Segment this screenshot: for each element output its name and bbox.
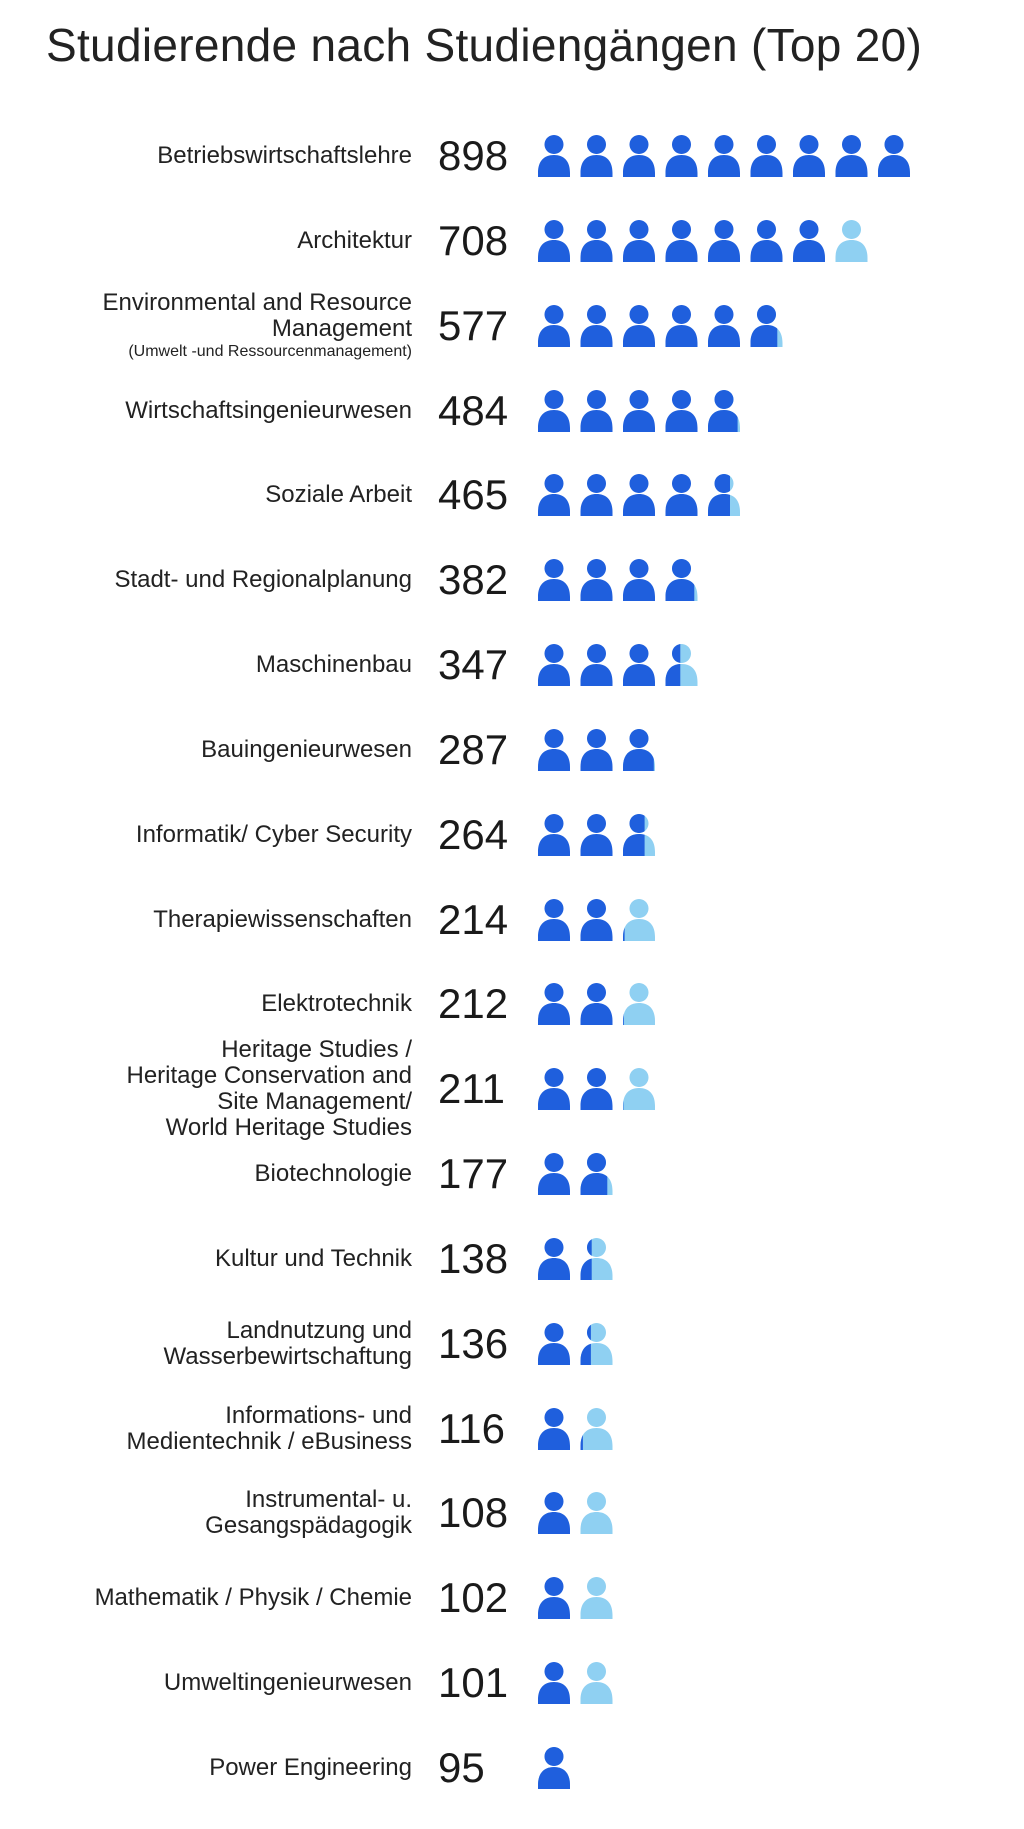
person-icon-partial <box>581 1153 613 1195</box>
person-icon-full <box>751 135 783 177</box>
person-icon-full <box>708 305 740 347</box>
person-icon-partial <box>623 983 655 1025</box>
person-icon-strip <box>534 1234 974 1284</box>
person-icon-remainder <box>581 1577 613 1619</box>
category-row <box>0 880 1024 960</box>
person-icon-full <box>538 559 570 601</box>
category-label <box>12 1585 412 1611</box>
person-icon-strip <box>534 1064 974 1114</box>
person-icon-full <box>538 1408 570 1450</box>
person-icons <box>534 555 974 605</box>
category-value: 214 <box>438 895 509 943</box>
category-label <box>12 737 412 763</box>
person-icon-full <box>538 474 570 516</box>
person-icon-full <box>581 644 613 686</box>
person-icon-full <box>538 1492 570 1534</box>
person-icon-full <box>538 135 570 177</box>
person-icon-full <box>708 220 740 262</box>
person-icon <box>581 983 613 1025</box>
person-icons <box>534 640 974 690</box>
person-icon-full <box>623 135 655 177</box>
category-label <box>12 1403 412 1455</box>
person-icon-strip <box>534 1319 974 1369</box>
person-icon-partial <box>623 1068 655 1110</box>
category-row <box>0 116 1024 196</box>
person-icon-strip <box>534 1658 974 1708</box>
person-icon-remainder <box>836 220 868 262</box>
person-icons <box>534 216 974 266</box>
person-icon-fraction <box>538 1747 570 1789</box>
person-icon <box>708 220 740 262</box>
person-icon-partial <box>538 1747 570 1789</box>
person-icon-remainder <box>581 1408 613 1450</box>
person-icon <box>538 1577 570 1619</box>
category-value: 484 <box>438 386 509 434</box>
person-icons <box>534 386 974 436</box>
category-label <box>12 1487 412 1539</box>
person-icon <box>538 1068 570 1110</box>
category-label-line: Soziale Arbeit <box>265 481 412 509</box>
person-icon <box>538 644 570 686</box>
person-icon <box>581 135 613 177</box>
person-icon <box>666 305 698 347</box>
category-label <box>12 652 412 678</box>
category-label <box>12 822 412 848</box>
category-value: 177 <box>438 1150 509 1198</box>
category-value: 102 <box>438 1574 509 1622</box>
person-icon-partial <box>581 1323 613 1365</box>
person-icon <box>538 474 570 516</box>
category-value: 264 <box>438 810 509 858</box>
person-icon-full <box>581 135 613 177</box>
category-label-line: Instrumental- u. <box>245 1486 412 1514</box>
person-icon-strip <box>534 1149 974 1199</box>
category-label-line: Landnutzung und <box>226 1316 412 1344</box>
person-icon <box>538 390 570 432</box>
person-icon-partial <box>751 305 783 347</box>
person-icon <box>581 220 613 262</box>
person-icon-full <box>538 220 570 262</box>
person-icons <box>534 1573 974 1623</box>
person-icons <box>534 1743 974 1793</box>
person-icon <box>623 305 655 347</box>
category-label <box>12 228 412 254</box>
person-icon <box>623 390 655 432</box>
category-label-line: Wirtschaftsingenieurwesen <box>125 396 412 424</box>
person-icon-full <box>623 305 655 347</box>
person-icon-full <box>538 814 570 856</box>
category-label-line: Stadt- und Regionalplanung <box>114 566 412 594</box>
category-row <box>0 1643 1024 1723</box>
person-icons <box>534 1658 974 1708</box>
person-icon <box>538 729 570 771</box>
person-icon <box>538 559 570 601</box>
category-row <box>0 1389 1024 1469</box>
person-icon-remainder <box>581 1662 613 1704</box>
category-value: 708 <box>438 216 509 264</box>
person-icon <box>538 814 570 856</box>
person-icon-full <box>538 1238 570 1280</box>
category-value: 577 <box>438 301 509 349</box>
person-icon-strip <box>534 131 974 181</box>
person-icon-full <box>581 983 613 1025</box>
category-row <box>0 710 1024 790</box>
category-label <box>12 143 412 169</box>
person-icon-full <box>538 1153 570 1195</box>
category-row <box>0 201 1024 281</box>
person-icon-full <box>538 644 570 686</box>
person-icon-full <box>538 983 570 1025</box>
category-label-line: Therapiewissenschaften <box>153 905 412 933</box>
person-icons <box>534 979 974 1029</box>
person-icon-full <box>666 135 698 177</box>
person-icon-full <box>538 899 570 941</box>
person-icon-full <box>666 220 698 262</box>
person-icon <box>666 220 698 262</box>
person-icon-full <box>538 305 570 347</box>
category-value: 212 <box>438 980 509 1028</box>
category-value: 347 <box>438 641 509 689</box>
person-icon <box>623 644 655 686</box>
person-icon <box>623 474 655 516</box>
person-icon-full <box>581 305 613 347</box>
category-value: 138 <box>438 1234 509 1282</box>
category-label-line: World Heritage Studies <box>165 1114 412 1142</box>
person-icon <box>581 644 613 686</box>
category-row <box>0 1728 1024 1808</box>
category-label-line: Architektur <box>297 226 412 254</box>
category-label-line: Maschinenbau <box>255 651 412 679</box>
person-icon <box>538 1238 570 1280</box>
person-icon-remainder <box>623 899 655 941</box>
person-icon-strip <box>534 1743 974 1793</box>
person-icon-full <box>793 135 825 177</box>
category-label-line: Wasserbewirtschaftung <box>163 1342 412 1370</box>
person-icon-fraction <box>666 559 698 601</box>
person-icons <box>534 1234 974 1284</box>
person-icon-strip <box>534 386 974 436</box>
person-icon <box>666 390 698 432</box>
category-value: 898 <box>438 132 509 179</box>
person-icon-partial <box>623 899 655 941</box>
person-icon <box>538 899 570 941</box>
person-icon-strip <box>534 555 974 605</box>
person-icon <box>581 899 613 941</box>
person-icon-partial <box>878 135 910 177</box>
person-icon-full <box>623 644 655 686</box>
person-icons <box>534 895 974 945</box>
category-value: 101 <box>438 1659 509 1707</box>
person-icon-remainder <box>623 1068 655 1110</box>
category-row <box>0 795 1024 875</box>
category-row <box>0 1036 1024 1142</box>
category-label-line: Kultur und Technik <box>214 1244 412 1272</box>
person-icon <box>793 220 825 262</box>
category-row <box>0 371 1024 451</box>
person-icon-full <box>538 1068 570 1110</box>
category-row <box>0 540 1024 620</box>
category-row <box>0 1473 1024 1553</box>
category-label-line: Bauingenieurwesen <box>201 735 412 763</box>
category-row <box>0 1219 1024 1299</box>
category-label-line: Informatik/ Cyber Security <box>135 820 412 848</box>
category-value: 136 <box>438 1319 509 1367</box>
person-icon-partial <box>666 559 698 601</box>
category-row <box>0 964 1024 1044</box>
category-label-line: Heritage Studies / <box>221 1036 412 1064</box>
person-icon-fraction <box>878 135 910 177</box>
category-label-line: Umweltingenieurwesen <box>163 1669 412 1697</box>
person-icon-full <box>538 1662 570 1704</box>
person-icon-full <box>836 135 868 177</box>
person-icons <box>534 1319 974 1369</box>
person-icon <box>538 983 570 1025</box>
person-icon-partial <box>666 644 698 686</box>
person-icon-full <box>751 220 783 262</box>
person-icon <box>708 135 740 177</box>
category-label-line: Management <box>271 314 412 342</box>
person-icon-full <box>623 390 655 432</box>
person-icon <box>538 1323 570 1365</box>
person-icon-full <box>793 220 825 262</box>
person-icon <box>538 1492 570 1534</box>
person-icon-strip <box>534 1488 974 1538</box>
category-label <box>12 1161 412 1187</box>
category-label-line: Gesangspädagogik <box>205 1512 412 1540</box>
person-icon-remainder <box>623 983 655 1025</box>
person-icons <box>534 301 974 351</box>
category-row <box>0 455 1024 535</box>
category-value: 287 <box>438 725 509 773</box>
person-icons <box>534 810 974 860</box>
category-value: 95 <box>438 1744 485 1791</box>
category-label <box>12 1246 412 1272</box>
person-icon <box>538 135 570 177</box>
person-icon <box>751 135 783 177</box>
person-icon-partial <box>581 1238 613 1280</box>
category-label <box>12 482 412 508</box>
category-row <box>0 1134 1024 1214</box>
person-icon-full <box>581 559 613 601</box>
person-icon <box>538 220 570 262</box>
person-icon-full <box>581 1068 613 1110</box>
category-row <box>0 1558 1024 1638</box>
person-icon-full <box>623 474 655 516</box>
category-value: 211 <box>438 1065 505 1113</box>
person-icon-full <box>581 220 613 262</box>
category-value: 116 <box>438 1404 505 1452</box>
category-value: 382 <box>438 556 509 604</box>
person-icon <box>793 135 825 177</box>
category-label <box>12 290 412 362</box>
person-icon-full <box>538 390 570 432</box>
category-label <box>12 907 412 933</box>
person-icon-full <box>538 1577 570 1619</box>
person-icon <box>666 474 698 516</box>
person-icon <box>538 1153 570 1195</box>
person-icons <box>534 1488 974 1538</box>
person-icon-partial <box>836 220 868 262</box>
category-label-line: Informations- und <box>225 1401 412 1429</box>
person-icon-strip <box>534 640 974 690</box>
person-icon-full <box>581 729 613 771</box>
person-icon <box>538 1408 570 1450</box>
category-row <box>0 625 1024 705</box>
person-icon-strip <box>534 470 974 520</box>
person-icon-fraction <box>623 729 655 771</box>
person-icon-full <box>623 220 655 262</box>
category-row <box>0 1304 1024 1384</box>
person-icon-strip <box>534 301 974 351</box>
person-icon-full <box>581 899 613 941</box>
category-label-line: Biotechnologie <box>254 1160 412 1188</box>
person-icons <box>534 1404 974 1454</box>
category-label <box>12 1755 412 1781</box>
category-row <box>0 286 1024 366</box>
person-icon-strip <box>534 1573 974 1623</box>
person-icon-full <box>538 729 570 771</box>
person-icon-full <box>581 814 613 856</box>
category-label-line: Medientechnik / eBusiness <box>126 1427 412 1455</box>
person-icon-partial <box>581 1408 613 1450</box>
person-icon-strip <box>534 979 974 1029</box>
person-icons <box>534 470 974 520</box>
person-icon <box>581 390 613 432</box>
category-value: 108 <box>438 1489 509 1537</box>
person-icon-full <box>538 1323 570 1365</box>
person-icon-strip <box>534 810 974 860</box>
person-icon <box>538 305 570 347</box>
person-icon <box>708 305 740 347</box>
person-icon-full <box>581 474 613 516</box>
person-icon-full <box>623 559 655 601</box>
category-label <box>12 398 412 424</box>
person-icon <box>836 135 868 177</box>
person-icon <box>581 474 613 516</box>
category-label-line: Heritage Conservation and <box>126 1062 412 1090</box>
person-icons <box>534 1149 974 1199</box>
person-icon-strip <box>534 895 974 945</box>
person-icon <box>538 1662 570 1704</box>
person-icon-fraction <box>708 390 740 432</box>
category-label <box>12 567 412 593</box>
person-icon-full <box>666 390 698 432</box>
category-label-line: Site Management/ <box>217 1088 412 1116</box>
chart-title: Studierende nach Studiengängen (Top 20) <box>46 19 923 71</box>
person-icon-partial <box>581 1577 613 1619</box>
category-label-line: Power Engineering <box>209 1754 412 1781</box>
category-label <box>12 1670 412 1696</box>
person-icon-full <box>581 390 613 432</box>
person-icon-remainder <box>581 1492 613 1534</box>
person-icon-partial <box>623 729 655 771</box>
category-label-line: Elektrotechnik <box>261 990 412 1018</box>
person-icon <box>623 220 655 262</box>
person-icon <box>581 814 613 856</box>
person-icon-partial <box>581 1662 613 1704</box>
category-label-line: Mathematik / Physik / Chemie <box>94 1584 412 1612</box>
person-icon-full <box>708 135 740 177</box>
person-icon <box>623 135 655 177</box>
category-label <box>12 1037 412 1141</box>
person-icons <box>534 725 974 775</box>
person-icon-full <box>666 305 698 347</box>
person-icon-strip <box>534 725 974 775</box>
person-icon <box>581 305 613 347</box>
category-label <box>12 1318 412 1370</box>
category-label-line: Betriebswirtschaftslehre <box>157 142 412 169</box>
person-icon-partial <box>708 390 740 432</box>
person-icon <box>581 559 613 601</box>
person-icon-strip <box>534 216 974 266</box>
person-icon-partial <box>581 1492 613 1534</box>
person-icon <box>623 559 655 601</box>
person-icon <box>751 220 783 262</box>
person-icon-strip <box>534 1404 974 1454</box>
person-icon-full <box>666 474 698 516</box>
person-icons <box>534 131 974 181</box>
category-sublabel: (Umwelt -und Ressourcenmanagement) <box>128 342 412 360</box>
person-icon-partial <box>708 474 740 516</box>
person-icon-partial <box>623 814 655 856</box>
category-label <box>12 991 412 1017</box>
person-icon <box>581 729 613 771</box>
person-icon <box>581 1068 613 1110</box>
category-label-line: Environmental and Resource <box>102 288 412 316</box>
category-value: 465 <box>438 471 509 519</box>
person-icons <box>534 1064 974 1114</box>
person-icon <box>666 135 698 177</box>
